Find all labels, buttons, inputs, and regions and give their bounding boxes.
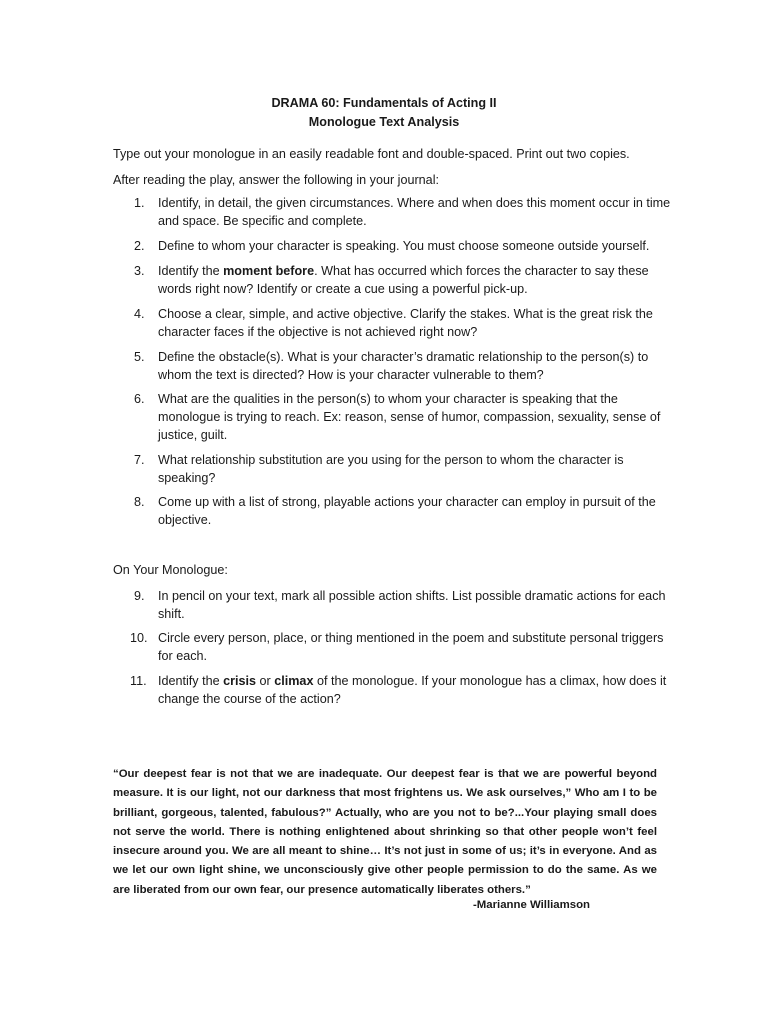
list-item-3 (134, 262, 674, 298)
document-title (0, 94, 768, 132)
list-item-7 (134, 451, 674, 487)
list-item-text: In pencil on your text, mark all possible action shifts. List possible dramatic actions for each shift. (158, 589, 666, 621)
title-line-2: Monologue Text Analysis (308, 115, 460, 129)
list-item-text: Define to whom your character is speaking. You must choose someone outside yourself. (158, 239, 650, 253)
list-item-number: 7. (134, 453, 145, 467)
list-item-text: Circle every person, place, or thing mentioned in the poem and substitute personal triggers for each. (158, 631, 664, 663)
list-item-4 (134, 305, 674, 341)
list-item-text: Define the obstacle(s). What is your character’s dramatic relationship to the person(s) to whom the text is directed? How is your character vulnerable to them? (158, 350, 649, 382)
emphasis-moment-before: moment before (223, 264, 315, 278)
list-item-number: 6. (134, 392, 145, 406)
list-item-number: 5. (134, 350, 145, 364)
list-item-11 (130, 672, 674, 708)
list-item-text: What relationship substitution are you using for the person to whom the character is speaking? (158, 453, 624, 485)
list-item-number: 9. (134, 589, 145, 603)
list-item-6 (134, 390, 674, 444)
list-item-number: 8. (134, 495, 145, 509)
emphasis-crisis: crisis (223, 674, 257, 688)
list-item-2 (134, 237, 674, 255)
monologue-heading: On Your Monologue: (113, 563, 228, 577)
intro-line-2: After reading the play, answer the following in your journal: (113, 173, 439, 187)
quote-block: “Our deepest fear is not that we are inadequate. Our deepest fear is that we are powerful beyond measure. It is our light, not our darkness that most frightens us. We ask ourselves,” Who am I to be brilliant, gorgeous, talented, fabulous?” Actually, who are you not to be?...Your playing small does not serve the world. There is nothing enlightened about shrinking so that other people won’t feel insecure around you. We are all meant to shine… It’s not just in some of us; it’s in everyone. And as we let our own light shine, we unconsciously give other people permission to do the same. As we are liberated from our own fear, our presence automatically liberates others.” (113, 768, 657, 896)
list-item-number: 3. (134, 264, 145, 278)
list-item-text: Identify the crisis or climax of the monologue. If your monologue has a climax, how does it change the course of the action? (158, 674, 667, 706)
list-item-10 (130, 629, 674, 665)
list-item-9 (134, 587, 674, 623)
emphasis-climax: climax (274, 674, 314, 688)
list-item-number: 11. (130, 674, 147, 688)
list-item-1 (134, 194, 674, 230)
list-item-5 (134, 348, 674, 384)
list-item-text: Identify the moment before. What has occurred which forces the character to say these words right now? Identify or create a cue using a powerful pick-up. (158, 264, 649, 296)
list-item-text: Choose a clear, simple, and active objective. Clarify the stakes. What is the great risk the character faces if the objective is not achieved right now? (158, 307, 653, 339)
list-item-text: Identify, in detail, the given circumstances. Where and when does this moment occur in time and space. Be specific and complete. (158, 196, 671, 228)
list-item-text: What are the qualities in the person(s) to whom your character is speaking that the monologue is trying to reach. Ex: reason, sense of humor, compassion, sexuality, sense of justice, guilt. (158, 392, 661, 442)
list-item-number: 4. (134, 307, 145, 321)
list-item-text: Come up with a list of strong, playable actions your character can employ in pursuit of the objective. (158, 495, 656, 527)
list-item-8 (134, 493, 674, 529)
title-line-1: DRAMA 60: Fundamentals of Acting II (271, 96, 497, 110)
intro-line-1: Type out your monologue in an easily readable font and double-spaced. Print out two copies. (113, 147, 630, 161)
quote-author: -Marianne Williamson (473, 899, 590, 911)
list-item-number: 1. (134, 196, 145, 210)
list-item-number: 10. (130, 631, 148, 645)
list-item-number: 2. (134, 239, 145, 253)
